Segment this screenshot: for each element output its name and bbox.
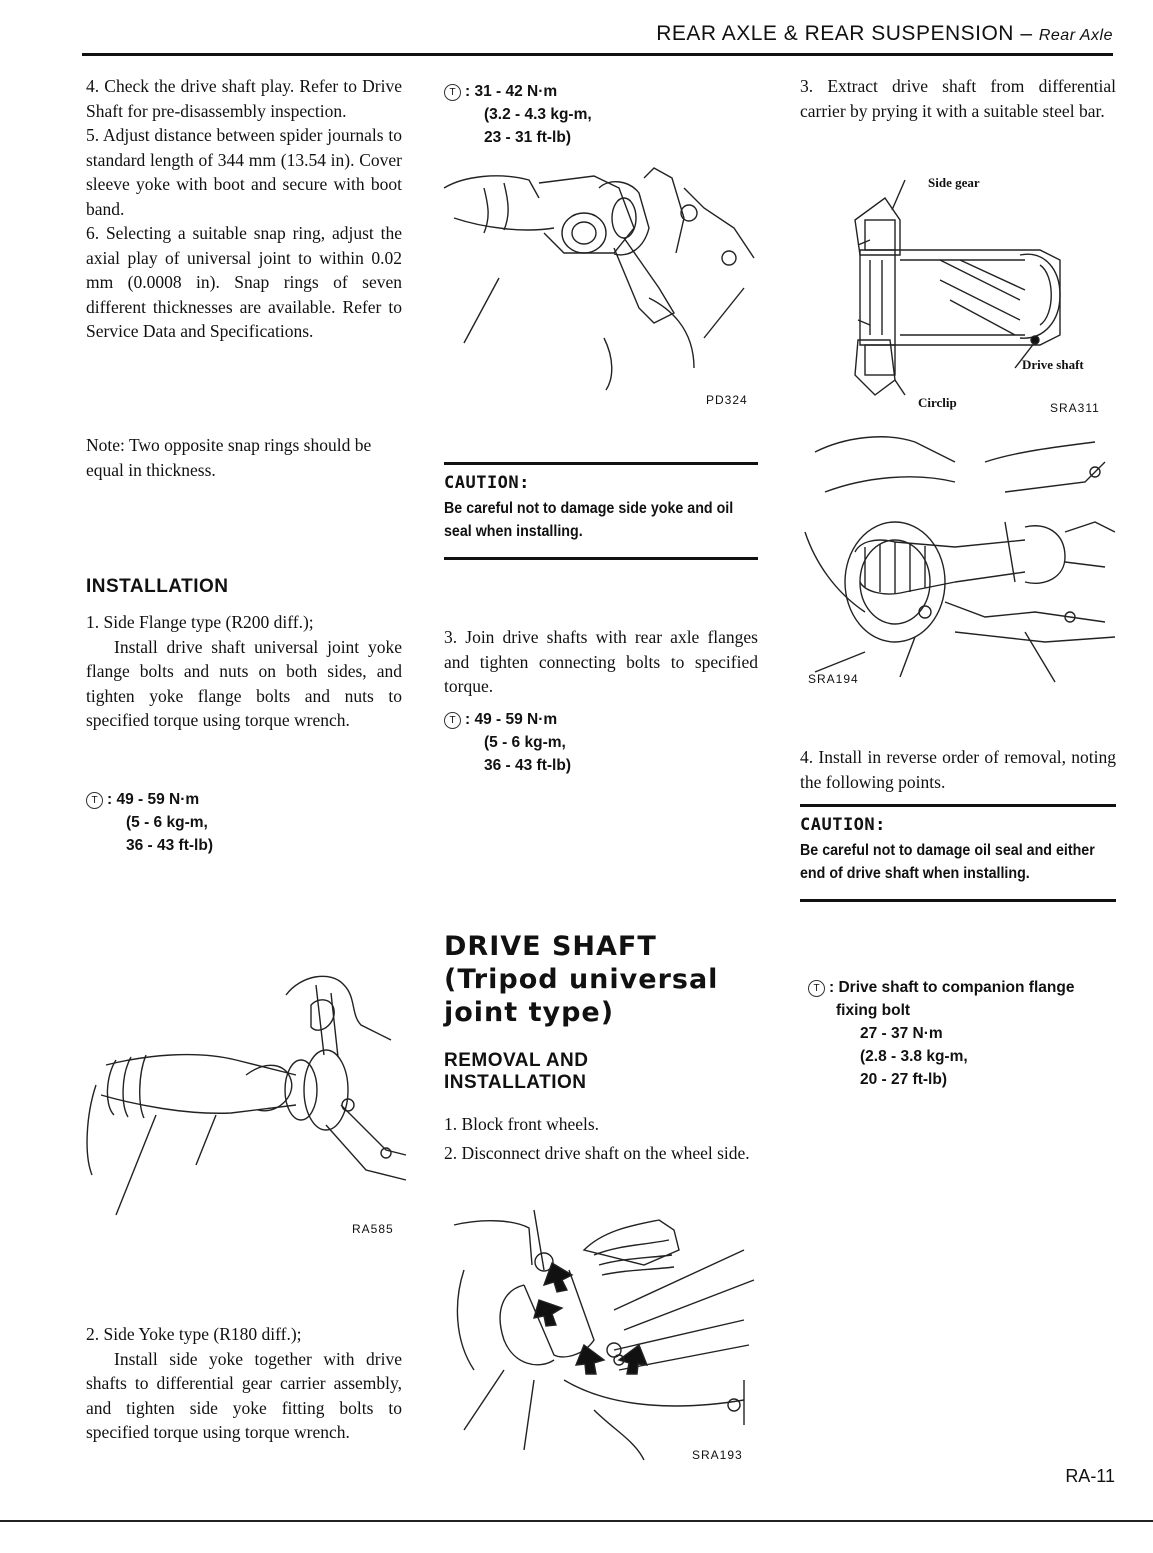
torque-icon: T (444, 84, 461, 101)
caution-text: Be careful not to damage side yoke and oil seal when installing. (444, 500, 734, 540)
installation-heading: INSTALLATION (86, 576, 229, 597)
torque-icon: T (444, 712, 461, 729)
torque-value: 27 - 37 N·m (860, 1025, 943, 1042)
figure-sra194-code: SRA194 (808, 672, 859, 686)
col3-step-4-text: 4. Install in reverse order of removal, noting the following points. (800, 747, 1116, 792)
torque-kgm: (5 - 6 kg-m, (126, 814, 208, 831)
figure-sra311-illustration (840, 180, 1100, 410)
removal-step-1: 1. Block front wheels. (444, 1114, 600, 1134)
figure-sra311-code: SRA311 (1050, 401, 1100, 415)
removal-heading-line-2: INSTALLATION (444, 1072, 587, 1093)
torque-description: : Drive shaft to companion flange (829, 979, 1075, 996)
removal-heading-line-1: REMOVAL AND (444, 1050, 589, 1071)
torque-value: : 31 - 42 N·m (465, 83, 558, 100)
torque-spec-2 (444, 708, 758, 777)
col3-step-4 (800, 745, 1116, 794)
inst1-body: Install drive shaft universal joint yoke flange bolts and nuts on both sides, and tighten yoke flange bolts and nuts to specified torque using torque wrench. (86, 636, 402, 730)
header-subtitle: Rear Axle (1038, 27, 1113, 44)
col3-step-3-text: 3. Extract drive shaft from differential carrier by prying it with a suitable steel bar. (800, 76, 1116, 121)
installation-step-1 (86, 610, 402, 733)
torque-ftlb: 20 - 27 ft-lb) (860, 1071, 947, 1088)
step-6-text: 6. Selecting a suitable snap ring, adjust the axial play of universal joint to within 0.02 mm (0.0008 in). Snap rings of seven different thicknesses are available. Refer to Service Data and Specifications. (86, 223, 402, 341)
inst2-body: Install side yoke together with drive shafts to differential gear carrier assembly, and tighten side yoke fitting bolts to specified torque using torque wrench. (86, 1348, 402, 1442)
torque-kgm: (5 - 6 kg-m, (484, 734, 566, 751)
label-circlip: Circlip (918, 395, 957, 410)
torque-value: : 49 - 59 N·m (465, 711, 558, 728)
drive-shaft-heading-line-2: (Tripod universal (444, 964, 719, 995)
note-body: Note: Two opposite snap rings should be equal in thickness. (86, 435, 372, 480)
torque-kgm: (2.8 - 3.8 kg-m, (860, 1048, 968, 1065)
torque-description-cont: fixing bolt (836, 1002, 911, 1019)
torque-ftlb: 36 - 43 ft-lb) (126, 837, 213, 854)
figure-ra585-illustration (86, 965, 406, 1215)
header-title: REAR AXLE & REAR SUSPENSION (656, 22, 1014, 45)
removal-steps (444, 1112, 758, 1165)
caution-title: CAUTION: (444, 473, 530, 493)
figure-ra585-code: RA585 (352, 1222, 394, 1236)
step-3-text: 3. Join drive shafts with rear axle flanges and tighten connecting bolts to specified torque. (444, 627, 758, 696)
note-text (86, 433, 402, 482)
step-4-text: 4. Check the drive shaft play. Refer to Drive Shaft for pre-disassembly inspection. (86, 76, 402, 121)
inst1-title: 1. Side Flange type (R200 diff.); (86, 612, 314, 632)
label-drive-shaft: Drive shaft (1022, 357, 1084, 372)
caution-box-2 (800, 804, 1116, 902)
page-header (656, 22, 1113, 46)
torque-icon: T (808, 980, 825, 997)
caution-title: CAUTION: (800, 815, 886, 835)
header-separator: – (1020, 22, 1033, 45)
caution-box-1 (444, 462, 758, 560)
figure-sra194-illustration (805, 432, 1115, 682)
drive-shaft-heading-line-1: DRIVE SHAFT (444, 931, 657, 962)
removal-heading (444, 1050, 758, 1094)
drive-shaft-heading-line-3: joint type) (444, 997, 615, 1028)
installation-step-2 (86, 1322, 402, 1445)
torque-spec-1 (86, 788, 402, 857)
torque-spec-3 (808, 976, 1124, 1091)
figure-sra193-code: SRA193 (692, 1448, 743, 1462)
header-rule (82, 53, 1113, 56)
drive-shaft-heading (444, 930, 758, 1029)
torque-ftlb: 23 - 31 ft-lb) (484, 129, 571, 146)
page-number: RA-11 (1065, 1466, 1115, 1486)
torque-icon: T (86, 792, 103, 809)
torque-value: : 49 - 59 N·m (107, 791, 200, 808)
step-5-text: 5. Adjust distance between spider journals to standard length of 344 mm (13.54 in). Cover sleeve yoke with boot and secure with boot band. (86, 125, 402, 219)
step-3-join (444, 625, 758, 699)
torque-ftlb: 36 - 43 ft-lb) (484, 757, 571, 774)
removal-step-2: 2. Disconnect drive shaft on the wheel side. (444, 1142, 750, 1163)
inst2-title: 2. Side Yoke type (R180 diff.); (86, 1324, 302, 1344)
caution-text: Be careful not to damage oil seal and either end of drive shaft when installing. (800, 842, 1095, 882)
figure-sra193-illustration (444, 1210, 760, 1460)
col1-steps (86, 74, 402, 344)
torque-spec-top (444, 80, 758, 149)
label-side-gear: Side gear (928, 175, 980, 190)
col3-step-3 (800, 74, 1116, 123)
torque-kgm: (3.2 - 4.3 kg-m, (484, 106, 592, 123)
figure-pd324-code: PD324 (706, 393, 748, 407)
bottom-rule (0, 1520, 1153, 1522)
figure-pd324-illustration (444, 158, 760, 390)
